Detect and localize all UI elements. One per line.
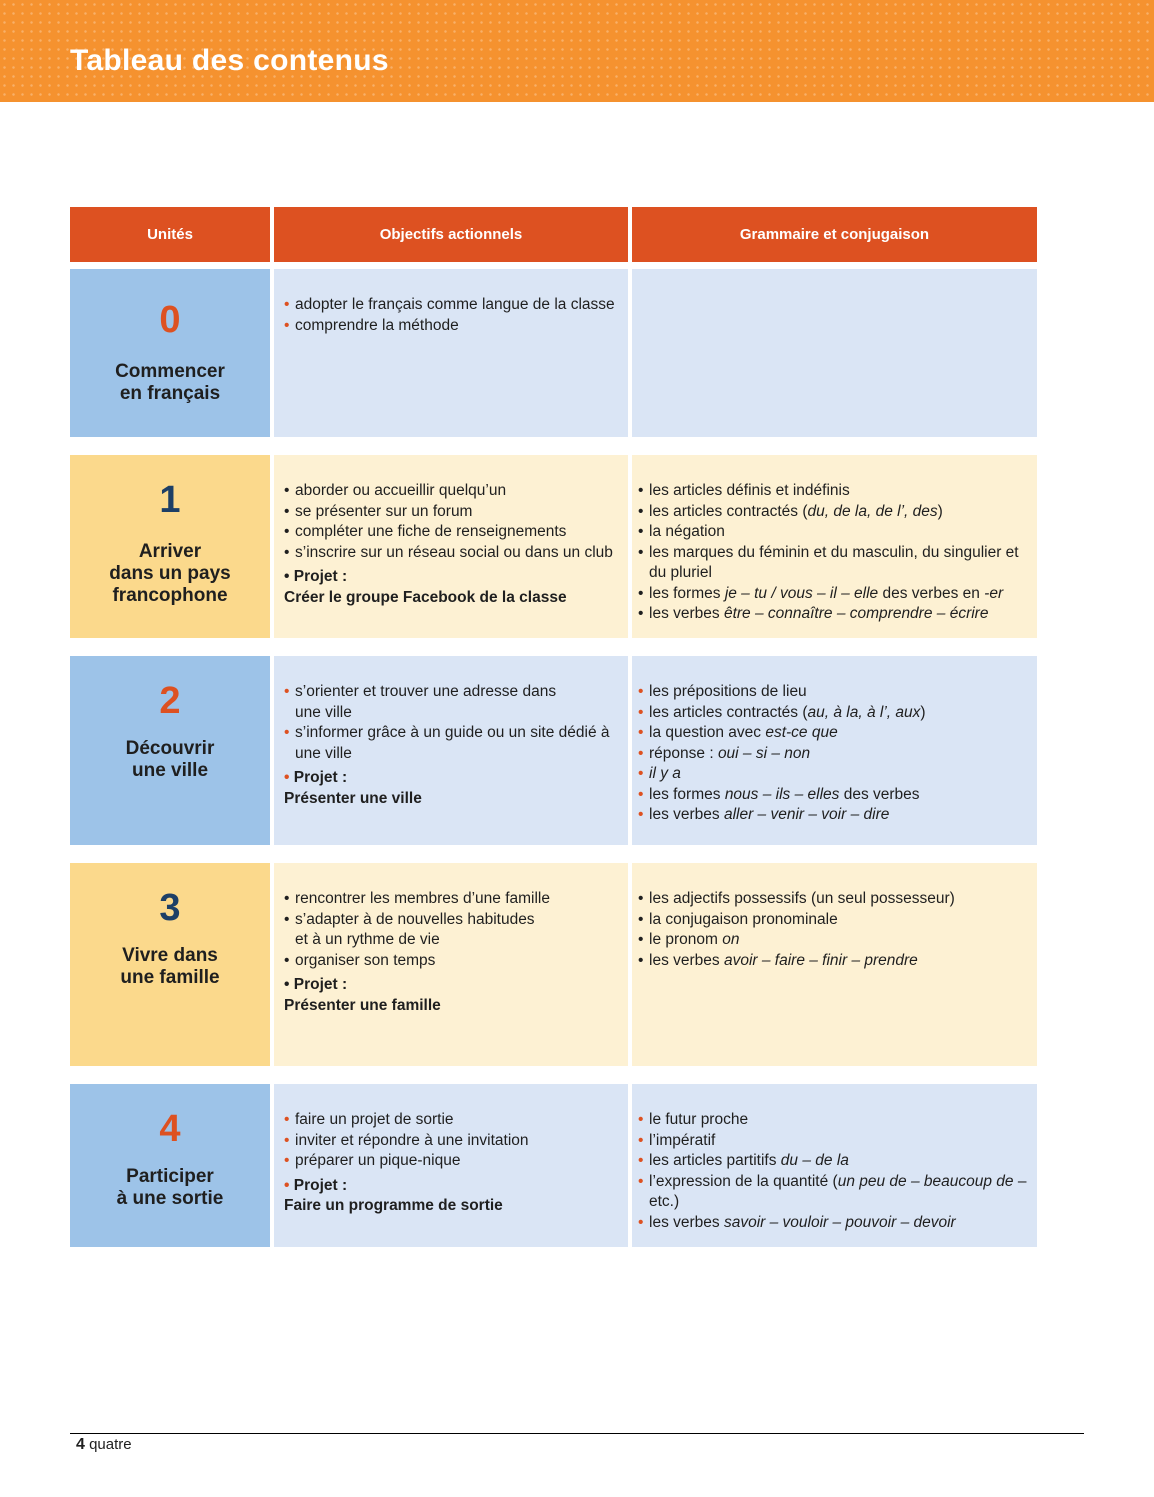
unit-title: Arriver dans un pays francophone [109,541,231,606]
project-label: • Projet : [284,1176,348,1194]
list-item: • s’inscrire sur un réseau social ou dans un club [284,543,613,561]
header-objectives: Objectifs actionnels [274,207,628,262]
project-title: Présenter une famille [284,996,441,1014]
list-item: • les marques du féminin et du masculin, du singulier et du pluriel [638,543,1019,581]
project-title: Faire un programme de sortie [284,1197,503,1214]
grammar-cell [632,1084,1037,1247]
list-item: • les adjectifs possessifs (un seul possesseur) [638,890,955,907]
header-grammar: Grammaire et conjugaison [632,207,1037,262]
list-item: • comprendre la méthode [284,316,459,334]
list-item: • la négation [638,523,725,540]
list-item: • inviter et répondre à une invitation [284,1131,529,1149]
list-item: • l’expression de la quantité (un peu de – beaucoup de – etc.) [638,1172,1027,1210]
list-item: • les formes nous – ils – elles des verbes [638,785,920,803]
list-item: • les articles contractés (du, de la, de l’, des) [638,502,943,520]
list-item: • organiser son temps [284,951,436,969]
list-item: • aborder ou accueillir quelqu’un [284,482,507,499]
grammar-cell [632,656,1037,845]
unit-cell [70,455,270,638]
project-label: • Projet : [284,769,348,786]
objectives-cell [274,656,628,845]
unit-cell [70,656,270,845]
header-units: Unités [70,207,270,262]
list-item: • les articles définis et indéfinis [638,482,850,499]
unit-cell [70,269,270,437]
unit-title: Commencer en français [115,361,225,404]
list-item: • les prépositions de lieu [638,683,807,700]
list-item: • rencontrer les membres d’une famille [284,890,550,907]
list-item: • la question avec est-ce que [638,724,838,741]
unit-cell [70,863,270,1066]
page-number: 4 [76,1436,85,1453]
list-item: • compléter une fiche de renseignements [284,523,567,540]
list-item: • faire un projet de sortie [284,1111,454,1128]
unit-title: Participer à une sortie [116,1166,224,1209]
unit-title: Vivre dans une famille [120,945,220,988]
footer-rule [70,1433,1084,1434]
list-item: • les verbes avoir – faire – finir – prendre [638,951,918,969]
list-item: • les articles partitifs du – de la [638,1152,849,1169]
unit-number: 2 [159,680,181,722]
list-item: • s’informer grâce à un guide ou un site dédié à une ville [284,724,610,762]
list-item: • les verbes être – connaître – comprendre – écrire [638,605,989,622]
list-item: • les verbes savoir – vouloir – pouvoir – devoir [638,1213,956,1231]
list-item: • il y a [638,765,681,782]
grammar-cell [632,269,1037,437]
project-label: • Projet : [284,568,348,585]
list-item: • les formes je – tu / vous – il – elle des verbes en -er [638,584,1004,602]
list-item: • se présenter sur un forum [284,502,473,520]
list-item: • les verbes aller – venir – voir – dire [638,806,890,823]
list-item: • les articles contractés (au, à la, à l’, aux) [638,703,926,721]
list-item: • réponse : oui – si – non [638,744,811,762]
page-footer [76,1436,132,1454]
project-title: Présenter une ville [284,789,422,807]
unit-number: 1 [159,479,181,521]
unit-number: 0 [159,299,181,341]
objectives-cell [274,863,628,1066]
page-title: Tableau des contenus [70,44,389,77]
unit-number: 3 [159,887,181,929]
list-item: • l’impératif [638,1131,716,1149]
list-item: • préparer un pique-nique [284,1152,461,1169]
list-item: • la conjugaison pronominale [638,910,838,928]
grammar-cell [632,455,1037,638]
list-item: • adopter le français comme langue de la classe [284,296,615,313]
project-title: Créer le groupe Facebook de la classe [284,588,567,606]
unit-title: Découvrir une ville [125,738,215,781]
objectives-cell [274,455,628,638]
header-banner [0,0,1154,102]
objectives-cell [274,269,628,437]
list-item: • le futur proche [638,1111,749,1128]
project-label: • Projet : [284,976,348,993]
list-item: • le pronom on [638,931,740,948]
grammar-cell [632,863,1037,1066]
objectives-cell [274,1084,628,1247]
list-item: • s’orienter et trouver une adresse dans une ville [284,683,557,721]
unit-number: 4 [159,1108,181,1150]
page-word: quatre [89,1436,132,1453]
list-item: • s’adapter à de nouvelles habitudes et à un rythme de vie [284,910,535,948]
unit-cell [70,1084,270,1247]
